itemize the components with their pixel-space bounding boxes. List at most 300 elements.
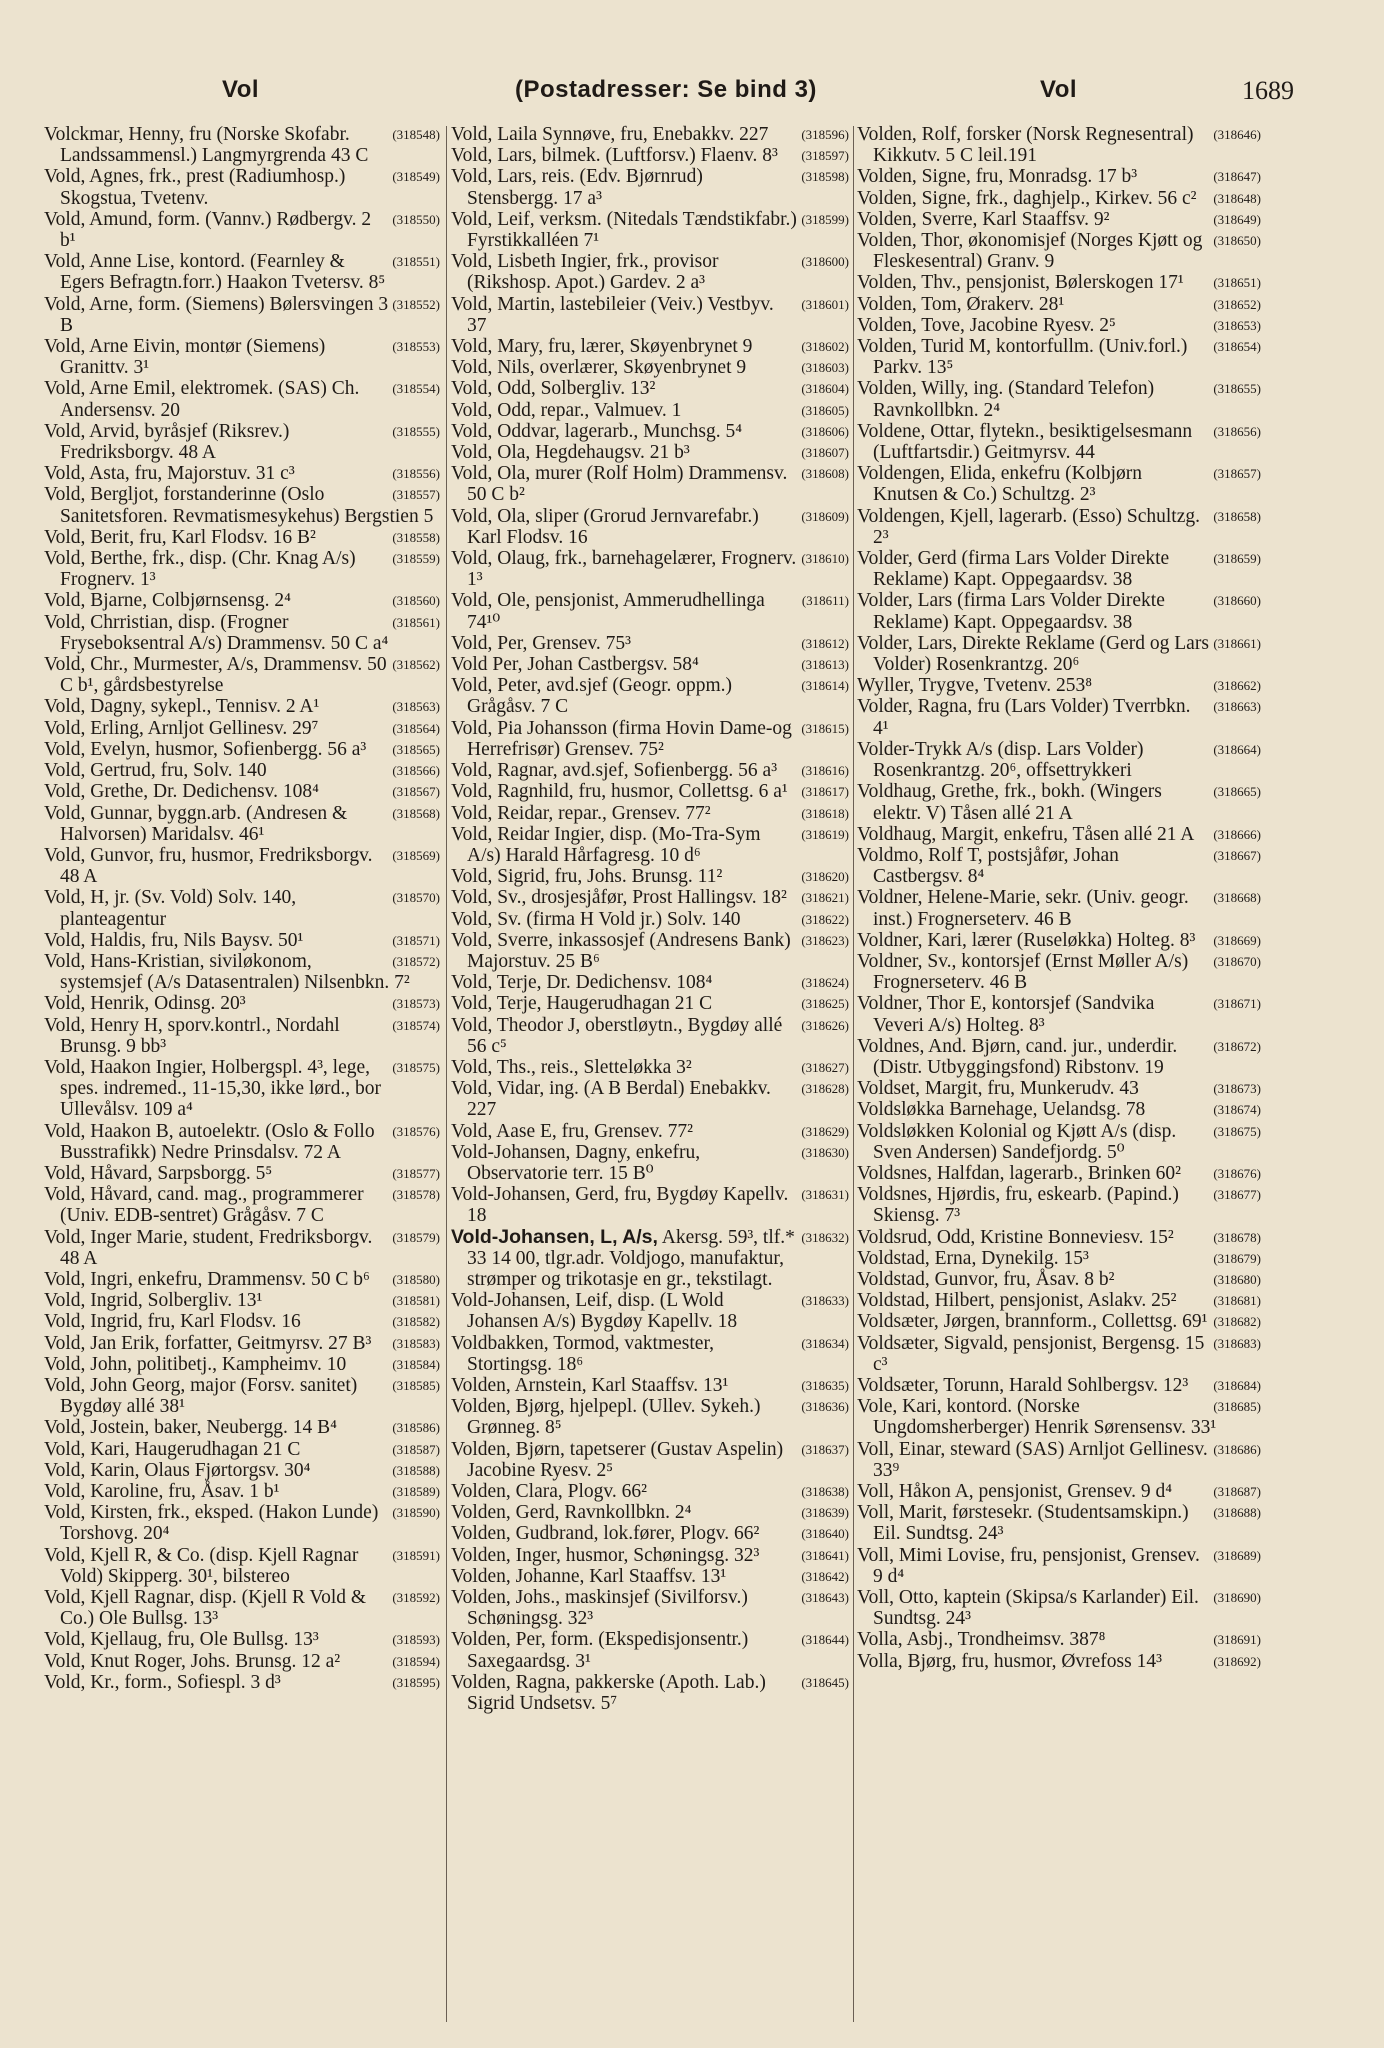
phone-number: (318686)	[1213, 1441, 1261, 1457]
entry-text: Vold, Jostein, baker, Neubergg. 14 B⁴	[44, 1417, 337, 1439]
phone-number: (318594)	[392, 1653, 440, 1669]
phone-number: (318560)	[392, 593, 440, 609]
entry-text: Vold, Ingrid, fru, Karl Flodsv. 16	[44, 1311, 301, 1333]
phone-number: (318597)	[801, 148, 849, 164]
column-1	[44, 124, 440, 2024]
entry-text: Vold, Haldis, fru, Nils Baysv. 50¹	[44, 929, 304, 951]
directory-entry	[44, 1672, 440, 1693]
phone-number: (318675)	[1213, 1123, 1261, 1139]
phone-number: (318580)	[392, 1271, 440, 1287]
entry-text: Vold, Asta, fru, Majorstuv. 31 c³	[44, 463, 295, 485]
entry-text: Volden, Bjørn, tapetserer (Gustav Aspelin) Jacobine Ryesv. 2⁵	[451, 1438, 784, 1481]
entry-text: Voldhaug, Grethe, frk., bokh. (Wingers elektr. V) Tåsen allé 21 A	[857, 781, 1162, 824]
phone-number: (318661)	[1213, 635, 1261, 651]
phone-number: (318566)	[392, 763, 440, 779]
entry-text: Vold, Kr., form., Sofiespl. 3 d³	[44, 1671, 281, 1693]
entry-text: Volden, Thor, økonomisjef (Norges Kjøtt og Fleskesentral) Granv. 9	[857, 230, 1203, 273]
phone-number: (318662)	[1213, 678, 1261, 694]
directory-entry	[451, 781, 849, 802]
phone-number: (318632)	[801, 1229, 849, 1245]
phone-number: (318584)	[392, 1356, 440, 1372]
entry-text: Vold, Kjell R, & Co. (disp. Kjell Ragnar Vold) Skipperg. 30¹, bilstereo	[44, 1544, 359, 1587]
directory-entry	[44, 887, 440, 929]
entry-text: Vold, Olaug, frk., barnehagelærer, Frognerv. 1³	[451, 548, 797, 591]
phone-number: (318576)	[392, 1123, 440, 1139]
entry-text: Volckmar, Henny, fru (Norske Skofabr. Landssammensl.) Langmyrgrenda 43 C	[44, 124, 369, 167]
phone-number: (318633)	[801, 1293, 849, 1309]
phone-number: (318577)	[392, 1165, 440, 1181]
directory-entry	[44, 1375, 440, 1417]
entry-text: Volden, Gerd, Ravnkollbkn. 2⁴	[451, 1502, 692, 1524]
phone-number: (318593)	[392, 1632, 440, 1648]
directory-entry	[451, 442, 849, 463]
phone-number: (318667)	[1213, 847, 1261, 863]
phone-number: (318568)	[392, 805, 440, 821]
phone-number: (318655)	[1213, 381, 1261, 397]
directory-entry	[451, 803, 849, 824]
entry-text: Vold, Mary, fru, lærer, Skøyenbrynet 9	[451, 336, 753, 358]
directory-entry	[451, 1184, 849, 1226]
entry-text: Vold, Sigrid, fru, Johs. Brunsg. 11²	[451, 866, 723, 888]
entry-text: Vold, Kjellaug, fru, Ole Bullsg. 13³	[44, 1629, 319, 1651]
phone-number: (318657)	[1213, 466, 1261, 482]
entry-text: Volder, Gerd (firma Lars Volder Direkte Reklame) Kapt. Oppegaardsv. 38	[857, 548, 1170, 591]
directory-entry	[451, 1333, 849, 1375]
directory-entry	[857, 1078, 1261, 1099]
entry-text: Voll, Håkon A, pensjonist, Grensev. 9 d⁴	[857, 1481, 1172, 1502]
phone-number: (318679)	[1213, 1250, 1261, 1266]
entry-text: Vold, Oddvar, lagerarb., Munchsg. 5⁴	[451, 420, 743, 442]
phone-number: (318681)	[1213, 1293, 1261, 1309]
running-head-left: Vol	[222, 76, 260, 103]
phone-number: (318658)	[1213, 508, 1261, 524]
phone-number: (318677)	[1213, 1187, 1261, 1203]
entry-text: Vold, Peter, avd.sjef (Geogr. oppm.) Grågåsv. 7 C	[451, 675, 733, 718]
phone-number: (318684)	[1213, 1377, 1261, 1393]
entry-text: Vold, Sv., drosjesjåfør, Prost Hallingsv. 18²	[451, 887, 787, 909]
entry-text: Vold, Ole, pensjonist, Ammerudhellinga 74¹⁰	[451, 590, 765, 633]
phone-number: (318609)	[801, 508, 849, 524]
directory-entry	[44, 251, 440, 293]
directory-entry	[451, 421, 849, 442]
entry-text: Volden, Bjørg, hjelpepl. (Ullev. Sykeh.) Grønneg. 8⁵	[451, 1396, 761, 1439]
entry-text: Vold-Johansen, Leif, disp. (L Wold Johansen A/s) Bygdøy Kapellv. 18	[451, 1290, 738, 1333]
phone-number: (318563)	[392, 699, 440, 715]
entry-text: Vold, Henrik, Odinsg. 20³	[44, 993, 246, 1015]
entry-text: Vold, Terje, Dr. Dedichensv. 108⁴	[451, 972, 713, 994]
phone-number: (318650)	[1213, 233, 1261, 249]
directory-entry	[451, 930, 849, 972]
directory-entry	[857, 1099, 1261, 1120]
entry-name-bold: Vold-Johansen, L, A/s,	[451, 1225, 658, 1248]
directory-entry	[857, 590, 1261, 632]
entry-text: Vold, Chrristian, disp. (Frogner Fryseboksentral A/s) Drammensv. 50 C a⁴	[44, 611, 389, 654]
phone-number: (318628)	[801, 1081, 849, 1097]
phone-number: (318668)	[1213, 890, 1261, 906]
entry-text: Voll, Mimi Lovise, fru, pensjonist, Grensev. 9 d⁴	[857, 1544, 1200, 1587]
entry-text: Voll, Einar, steward (SAS) Arnljot Gellinesv. 33⁹	[857, 1438, 1208, 1481]
directory-entry	[44, 1057, 440, 1121]
entry-text: Vold, Arne Eivin, montør (Siemens) Granittv. 3¹	[44, 336, 326, 379]
phone-number: (318583)	[392, 1335, 440, 1351]
directory-entry	[857, 1333, 1261, 1375]
phone-number: (318646)	[1213, 127, 1261, 142]
directory-entry	[451, 1566, 849, 1587]
directory-entry	[451, 1142, 849, 1184]
entry-text: Vold, Dagny, sykepl., Tennisv. 2 A¹	[44, 696, 320, 718]
phone-number: (318641)	[801, 1547, 849, 1563]
directory-entry	[451, 909, 849, 930]
directory-entry	[451, 1396, 849, 1438]
entry-text: Vold, Sverre, inkassosjef (Andresens Bank) Majorstuv. 25 B⁶	[451, 929, 791, 972]
entry-text: Voldsæter, Jørgen, brannform., Collettsg. 69¹	[857, 1311, 1208, 1333]
phone-number: (318624)	[801, 975, 849, 991]
entry-text: Volden, Ragna, pakkerske (Apoth. Lab.) Sigrid Undsetsv. 5⁷	[451, 1671, 766, 1715]
phone-number: (318604)	[801, 381, 849, 397]
directory-entry	[857, 845, 1261, 887]
phone-number: (318574)	[392, 1017, 440, 1033]
entry-text: Vold, Hans-Kristian, siviløkonom, systemsjef (A/s Datasentralen) Nilsenbkn. 7²	[44, 950, 410, 994]
directory-entry	[44, 294, 440, 336]
directory-entry	[857, 1163, 1261, 1184]
directory-entry	[44, 1227, 440, 1269]
directory-entry	[857, 1269, 1261, 1290]
directory-entry	[44, 993, 440, 1014]
phone-number: (318587)	[392, 1441, 440, 1457]
phone-number: (318627)	[801, 1059, 849, 1075]
phone-number: (318656)	[1213, 423, 1261, 439]
directory-entry	[857, 951, 1261, 993]
running-head-center: (Postadresser: Se bind 3)	[515, 76, 817, 103]
directory-entry	[451, 824, 849, 866]
directory-entry	[44, 654, 440, 696]
entry-text: Voldbakken, Tormod, vaktmester, Stortingsg. 18⁶	[451, 1332, 715, 1375]
entry-text: Vold, Terje, Haugerudhagan 21 C	[451, 993, 713, 1015]
entry-text: Volder, Ragna, fru (Lars Volder) Tverrbkn. 4¹	[857, 696, 1191, 739]
directory-entry	[857, 336, 1261, 378]
phone-number: (318617)	[801, 784, 849, 800]
phone-number: (318570)	[392, 890, 440, 906]
phone-number: (318561)	[392, 614, 440, 630]
directory-entry	[44, 1460, 440, 1481]
phone-number: (318666)	[1213, 826, 1261, 842]
directory-entry	[44, 590, 440, 611]
directory-entry	[857, 1481, 1261, 1502]
phone-number: (318555)	[392, 423, 440, 439]
directory-entry	[857, 1227, 1261, 1248]
entry-text: Vold, Lars, bilmek. (Luftforsv.) Flaenv. 8³	[451, 145, 778, 167]
entry-text: Volden, Johanne, Karl Staaffsv. 13¹	[451, 1565, 727, 1587]
entry-text: Vold, Ragnar, avd.sjef, Sofienbergg. 56 a³	[451, 760, 778, 782]
entry-text: Vold, Lars, reis. (Edv. Bjørnrud) Stensbergg. 17 a³	[451, 166, 703, 209]
entry-text: Vold, Berthe, frk., disp. (Chr. Knag A/s) Frognerv. 1³	[44, 548, 356, 591]
phone-number: (318607)	[801, 445, 849, 461]
entry-text: Voldsæter, Torunn, Harald Sohlbergsv. 12³	[857, 1374, 1189, 1396]
entry-text: Vold, Per, Grensev. 75³	[451, 632, 632, 654]
directory-entry	[857, 1439, 1261, 1481]
directory-entry	[44, 1439, 440, 1460]
entry-text: Vold, Gertrud, fru, Solv. 140	[44, 760, 267, 782]
entry-text: Vold, Gunvor, fru, husmor, Fredriksborgv. 48 A	[44, 844, 373, 888]
directory-entry	[451, 1227, 849, 1291]
entry-text: Voldner, Sv., kontorsjef (Ernst Møller A/s) Frognerseterv. 46 B	[857, 950, 1189, 994]
directory-entry	[857, 633, 1261, 675]
directory-entry	[44, 612, 440, 654]
directory-entry	[451, 866, 849, 887]
column-divider	[853, 126, 854, 2022]
entry-text: Volden, Per, form. (Ekspedisjonsentr.) Saxegaardsg. 3¹	[451, 1629, 749, 1672]
directory-entry	[451, 1523, 849, 1544]
phone-number: (318581)	[392, 1293, 440, 1309]
phone-number: (318629)	[801, 1123, 849, 1139]
entry-text: Voldengen, Elida, enkefru (Kolbjørn Knutsen & Co.) Schultzg. 2³	[857, 463, 1143, 506]
entry-text: Vold, Karoline, fru, Åsav. 1 b¹	[44, 1481, 280, 1502]
entry-text: Vold, Amund, form. (Vannv.) Rødbergv. 2 b¹	[44, 208, 372, 252]
phone-number: (318642)	[801, 1568, 849, 1584]
entry-text: Vold, Reidar, repar., Grensev. 77²	[451, 802, 711, 824]
directory-entry	[857, 1396, 1261, 1438]
directory-entry	[857, 272, 1261, 293]
column-2	[451, 124, 849, 2024]
phone-number: (318605)	[801, 402, 849, 418]
phone-number: (318602)	[801, 339, 849, 355]
entry-text: Voldsnes, Hjørdis, fru, eskearb. (Papind.) Skiensg. 7³	[857, 1184, 1179, 1227]
directory-entry	[44, 463, 440, 484]
directory-entry	[857, 1502, 1261, 1544]
entry-text: Voldsnes, Halfdan, lagerarb., Brinken 60²	[857, 1162, 1181, 1184]
entry-text: Vold, Lisbeth Ingier, frk., provisor (Rikshosp. Apot.) Gardev. 2 a³	[451, 251, 719, 294]
phone-number: (318549)	[392, 169, 440, 185]
entry-text: Vold, Arvid, byråsjef (Riksrev.) Fredriksborgv. 48 A	[44, 420, 290, 464]
page-number: 1689	[1242, 76, 1294, 105]
directory-entry	[857, 1311, 1261, 1332]
entry-text: Voldstad, Erna, Dynekilg. 15³	[857, 1247, 1089, 1269]
entry-text: Volden, Thv., pensjonist, Bølerskogen 17¹	[857, 272, 1184, 294]
phone-number: (318578)	[392, 1187, 440, 1203]
phone-number: (318590)	[392, 1505, 440, 1521]
phone-number: (318588)	[392, 1462, 440, 1478]
entry-text: Vold, Erling, Arnljot Gellinesv. 29⁷	[44, 717, 319, 739]
column-divider	[446, 126, 447, 2022]
directory-entry	[44, 1481, 440, 1502]
entry-text: Vold, Reidar Ingier, disp. (Mo-Tra-Sym A/s) Harald Hårfagresg. 10 d⁶	[451, 823, 761, 866]
phone-number: (318640)	[801, 1526, 849, 1542]
phone-number: (318608)	[801, 466, 849, 482]
phone-number: (318614)	[801, 678, 849, 694]
entry-text: Voldengen, Kjell, lagerarb. (Esso) Schultzg. 2³	[857, 505, 1200, 548]
phone-number: (318558)	[392, 529, 440, 545]
directory-entry	[451, 209, 849, 251]
directory-entry	[44, 781, 440, 802]
entry-text: Vold, Kjell Ragnar, disp. (Kjell R Vold & Co.) Ole Bullsg. 13³	[44, 1587, 367, 1630]
directory-entry	[44, 124, 440, 166]
phone-number: (318573)	[392, 996, 440, 1012]
phone-number: (318691)	[1213, 1632, 1261, 1648]
directory-entry	[857, 739, 1261, 781]
entry-text: Vold, Ragnhild, fru, husmor, Collettsg. 6 a¹	[451, 781, 788, 803]
directory-entry	[857, 887, 1261, 929]
phone-number: (318649)	[1213, 211, 1261, 227]
directory-entry	[857, 230, 1261, 272]
entry-text: Volder-Trykk A/s (disp. Lars Volder) Rosenkrantzg. 20⁶, offsettrykkeri	[857, 738, 1144, 782]
directory-entry	[44, 527, 440, 548]
directory-entry	[451, 506, 849, 548]
directory-entry	[451, 760, 849, 781]
directory-entry	[44, 930, 440, 951]
entry-text: Vold Per, Johan Castbergsv. 58⁴	[451, 654, 699, 676]
phone-number: (318643)	[801, 1590, 849, 1606]
phone-number: (318688)	[1213, 1505, 1261, 1521]
phone-number: (318626)	[801, 1017, 849, 1033]
entry-text: Volden, Tove, Jacobine Ryesv. 2⁵	[857, 314, 1116, 336]
entry-text: Vold-Johansen, Dagny, enkefru, Observatorie terr. 15 B⁰	[451, 1141, 701, 1184]
directory-entry	[451, 590, 849, 632]
phone-number: (318612)	[801, 635, 849, 651]
directory-entry	[451, 887, 849, 908]
phone-number: (318648)	[1213, 190, 1261, 206]
phone-number: (318692)	[1213, 1653, 1261, 1669]
entry-text: Vold-Johansen, Gerd, fru, Bygdøy Kapellv. 18	[451, 1184, 789, 1227]
directory-entry	[44, 1121, 440, 1163]
phone-number: (318670)	[1213, 953, 1261, 969]
entry-text: Voldset, Margit, fru, Munkerudv. 43	[857, 1078, 1139, 1100]
directory-entry	[44, 336, 440, 378]
directory-entry	[44, 845, 440, 887]
directory-entry	[857, 124, 1261, 166]
directory-entry	[857, 781, 1261, 823]
entry-text: Voldnes, And. Bjørn, cand. jur., underdir. (Distr. Utbyggingsfond) Ribstonv. 19	[857, 1035, 1178, 1078]
entry-text: Vold, Bjarne, Colbjørnsensg. 2⁴	[44, 590, 291, 612]
entry-text: Vold, Grethe, Dr. Dedichensv. 108⁴	[44, 781, 319, 803]
phone-number: (318664)	[1213, 741, 1261, 757]
directory-entry	[451, 294, 849, 336]
phone-number: (318598)	[801, 169, 849, 185]
directory-entry	[44, 803, 440, 845]
directory-entry	[44, 1545, 440, 1587]
entry-text: Volden, Tom, Ørakerv. 28¹	[857, 293, 1065, 315]
phone-number: (318618)	[801, 805, 849, 821]
phone-number: (318630)	[801, 1144, 849, 1160]
directory-entry	[44, 1651, 440, 1672]
phone-number: (318567)	[392, 784, 440, 800]
directory-entry	[857, 930, 1261, 951]
directory-entry	[44, 1417, 440, 1438]
directory-entry	[44, 1184, 440, 1226]
directory-entry	[857, 1651, 1261, 1672]
phone-number: (318611)	[801, 593, 849, 609]
directory-entry	[857, 696, 1261, 738]
directory-entry	[44, 951, 440, 993]
directory-entry	[857, 1375, 1261, 1396]
directory-entry	[857, 1184, 1261, 1226]
phone-number: (318564)	[392, 720, 440, 736]
entry-text: Vold, John Georg, major (Forsv. sanitet) Bygdøy allé 38¹	[44, 1374, 358, 1418]
directory-entry	[451, 548, 849, 590]
directory-entry	[44, 696, 440, 717]
phone-number: (318599)	[801, 211, 849, 227]
entry-text: Vold, Pia Johansson (firma Hovin Dame-og Herrefrisør) Grensev. 75²	[451, 717, 792, 760]
directory-entry	[857, 548, 1261, 590]
phone-number: (318548)	[392, 127, 440, 142]
directory-entry	[44, 1015, 440, 1057]
phone-number: (318569)	[392, 847, 440, 863]
phone-number: (318589)	[392, 1484, 440, 1499]
phone-number: (318557)	[392, 487, 440, 503]
entry-text: Voldstad, Hilbert, pensjonist, Aslakv. 25²	[857, 1290, 1177, 1312]
entry-text: Vold, Ingrid, Solbergliv. 13¹	[44, 1290, 263, 1312]
directory-entry	[857, 188, 1261, 209]
phone-number: (318601)	[801, 296, 849, 312]
entry-text: Vold, Ola, Hegdehaugsv. 21 b³	[451, 442, 690, 464]
phone-number: (318674)	[1213, 1102, 1261, 1118]
directory-entry	[857, 506, 1261, 548]
entry-text: Volden, Signe, frk., daghjelp., Kirkev. 56 c²	[857, 187, 1197, 209]
directory-entry	[44, 378, 440, 420]
directory-entry	[451, 1481, 849, 1502]
phone-number: (318615)	[801, 720, 849, 736]
directory-entry	[451, 654, 849, 675]
directory-entry	[44, 718, 440, 739]
phone-number: (318592)	[392, 1590, 440, 1606]
directory-entry	[857, 1629, 1261, 1650]
directory-entry	[451, 1545, 849, 1566]
directory-entry	[857, 209, 1261, 230]
directory-entry	[451, 1057, 849, 1078]
phone-number: (318623)	[801, 932, 849, 948]
entry-text: Volden, Clara, Plogv. 66²	[451, 1481, 647, 1502]
directory-entry	[451, 1121, 849, 1142]
directory-entry	[44, 1587, 440, 1629]
directory-entry	[451, 124, 849, 145]
phone-number: (318622)	[801, 911, 849, 927]
directory-entry	[451, 1629, 849, 1671]
phone-number: (318556)	[392, 466, 440, 482]
entry-text: Voldner, Helene-Marie, sekr. (Univ. geogr. inst.) Frognerseterv. 46 B	[857, 887, 1189, 930]
phone-number: (318637)	[801, 1441, 849, 1457]
directory-entry	[44, 1290, 440, 1311]
directory-entry	[44, 421, 440, 463]
entry-text: Voldner, Thor E, kontorsjef (Sandvika Veveri A/s) Holteg. 8³	[857, 993, 1155, 1036]
running-head-right: Vol	[1040, 76, 1078, 103]
phone-number: (318562)	[392, 657, 440, 673]
phone-number: (318586)	[392, 1420, 440, 1436]
entry-text: Vold, Karin, Olaus Fjørtorgsv. 30⁴	[44, 1459, 311, 1481]
entry-text: Volla, Asbj., Trondheimsv. 387⁸	[857, 1629, 1106, 1651]
entry-text: Vold, Aase E, fru, Grensev. 77²	[451, 1120, 693, 1142]
directory-entry	[451, 145, 849, 166]
phone-number: (318678)	[1213, 1229, 1261, 1245]
phone-number: (318651)	[1213, 275, 1261, 291]
directory-entry	[857, 166, 1261, 187]
phone-number: (318682)	[1213, 1314, 1261, 1330]
entry-text: Voldsrud, Odd, Kristine Bonneviesv. 15²	[857, 1226, 1174, 1248]
entry-text: Akersg. 59³, tlf.* 33 14 00, tlgr.adr. Voldjogo, manufaktur, strømper og trikotasje en gr., tekstilagt.	[467, 1226, 795, 1290]
entry-text: Volder, Lars (firma Lars Volder Direkte Reklame) Kapt. Oppegaardsv. 38	[857, 590, 1165, 633]
directory-entry	[857, 675, 1261, 696]
phone-number: (318636)	[801, 1399, 849, 1415]
directory-entry	[857, 1545, 1261, 1587]
directory-entry	[451, 336, 849, 357]
entry-text: Vold, Haakon Ingier, Holbergspl. 4³, lege, spes. indremed., 11-15,30, ikke lørd., bor Ullevålsv. 109 a⁴	[44, 1056, 381, 1121]
directory-entry	[44, 484, 440, 526]
entry-text: Vole, Kari, kontord. (Norske Ungdomsherberger) Henrik Sørensensv. 33¹	[857, 1396, 1217, 1439]
directory-entry	[857, 463, 1261, 505]
phone-number: (318660)	[1213, 593, 1261, 609]
directory-entry	[451, 400, 849, 421]
entry-text: Vold, Ola, murer (Rolf Holm) Drammensv. 50 C b²	[451, 463, 788, 506]
directory-entry	[44, 760, 440, 781]
entry-text: Vold, Haakon B, autoelektr. (Oslo & Follo Busstrafikk) Nedre Prinsdalsv. 72 A	[44, 1120, 375, 1163]
